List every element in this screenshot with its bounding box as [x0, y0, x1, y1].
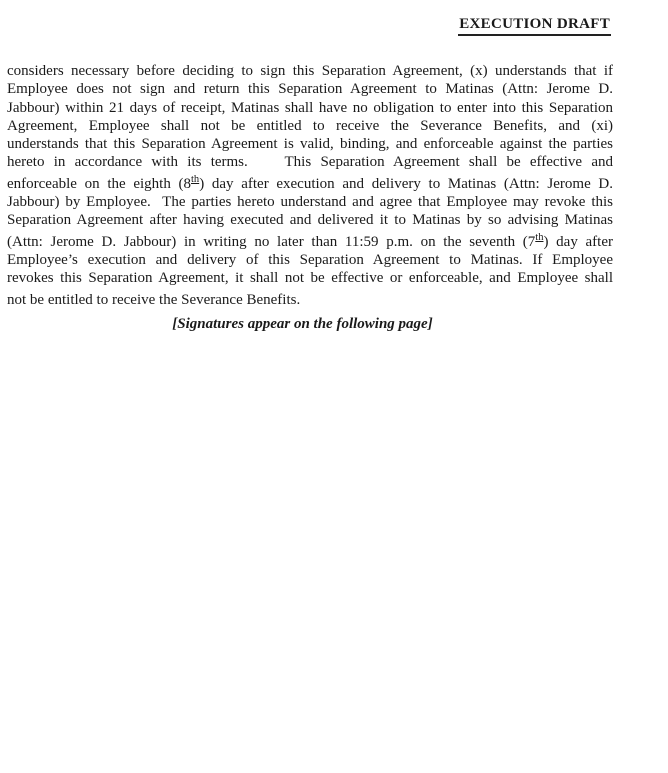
paragraph-text: Separation Agreement after having executed and delivered it to Matinas by so advising Matinas	[7, 212, 613, 229]
paragraph-text: hereto in accordance with its terms. This Separation Agreement shall be effective and	[7, 154, 613, 171]
paragraph-text: Agreement, Employee shall not be entitled to receive the Severance Benefits, and (xi)	[7, 117, 613, 134]
ordinal-superscript: th	[191, 173, 200, 185]
body-paragraph	[7, 62, 613, 309]
paragraph-text: ) day after	[543, 233, 613, 250]
paragraph-text: not be entitled to receive the Severance Benefits.	[7, 291, 301, 308]
signature-note: [Signatures appear on the following page]	[172, 316, 433, 332]
paragraph-text: revokes this Separation Agreement, it shall not be effective or enforceable, and Employee shall	[7, 270, 613, 287]
paragraph-text: ) day after execution and delivery to Matinas (Attn: Jerome D.	[199, 175, 613, 192]
paragraph-line	[7, 269, 613, 287]
paragraph-line	[7, 99, 613, 117]
paragraph-text: (Attn: Jerome D. Jabbour) in writing no later than 11:59 p.m. on the seventh (7	[7, 233, 536, 250]
paragraph-line	[7, 175, 613, 193]
paragraph-line	[7, 117, 613, 135]
ordinal-superscript: th	[535, 231, 544, 243]
paragraph-text: Jabbour) within 21 days of receipt, Matinas shall have no obligation to enter into this Separation	[7, 99, 613, 116]
paragraph-line	[7, 135, 613, 153]
paragraph-line	[7, 80, 613, 98]
paragraph-text: Employee’s execution and delivery of this Separation Agreement to Matinas. If Employee	[7, 251, 613, 268]
paragraph-line	[7, 211, 613, 229]
paragraph-text: Employee does not sign and return this Separation Agreement to Matinas (Attn: Jerome D.	[7, 81, 613, 98]
paragraph-text: considers necessary before deciding to sign this Separation Agreement, (x) understands that if	[7, 63, 613, 79]
paragraph-text: Jabbour) by Employee. The parties hereto understand and agree that Employee may revoke this	[7, 194, 613, 211]
paragraph-line	[7, 233, 613, 251]
paragraph-line	[7, 62, 613, 80]
paragraph-text: enforceable on the eighth (8	[7, 175, 192, 192]
paragraph-line	[7, 291, 613, 309]
paragraph-line	[7, 251, 613, 269]
execution-draft-header: EXECUTION DRAFT	[458, 16, 611, 36]
paragraph-line	[7, 193, 613, 211]
paragraph-line	[7, 153, 613, 171]
paragraph-text: understands that this Separation Agreement is valid, binding, and enforceable against the parties	[7, 136, 613, 153]
